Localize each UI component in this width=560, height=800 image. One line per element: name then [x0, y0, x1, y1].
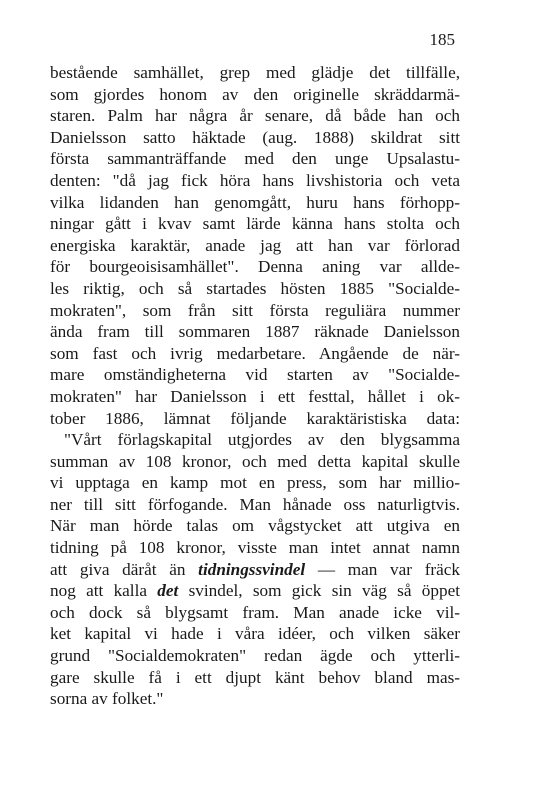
text-line: och dock så blygsamt fram. Man anade icke vil- — [50, 602, 460, 622]
text-segment: svindel, som gick sin väg så öppet — [178, 581, 460, 601]
text-line: tober 1886, lämnat följande karaktäristiska data: — [50, 408, 460, 428]
text-line: ner till sitt förfogande. Man hånade oss naturligtvis. — [50, 494, 460, 514]
text-line: mare omständigheterna vid starten av "Socialde- — [50, 365, 460, 385]
text-line: för bourgeoisisamhället". Denna aning var allde- — [50, 257, 460, 277]
text-line: staren. Palm har några år senare, då både han och — [50, 106, 460, 126]
text-line: grund "Socialdemokraten" redan ägde och ytterli- — [50, 646, 460, 666]
emphasized-word: det — [157, 581, 179, 601]
text-line: vi upptaga en kamp mot en press, som har millio- — [50, 473, 460, 493]
text-line: sorna av folket." — [50, 689, 164, 709]
page-number: 185 — [429, 30, 455, 49]
text-line: ända fram till sommaren 1887 räknade Danielsson — [50, 322, 460, 342]
text-line-with-emphasis — [50, 559, 460, 581]
quote-first-line: "Vårt förlagskapital utgjordes av den blygsamma — [64, 430, 460, 450]
text-line-with-emphasis — [50, 580, 460, 602]
text-line: summan av 108 kronor, och med detta kapital skulle — [50, 451, 460, 471]
text-line: les riktig, och så startades hösten 1885 "Socialde- — [50, 278, 460, 298]
text-segment: att giva däråt än — [50, 559, 199, 579]
emphasized-word: tidningssvindel — [198, 559, 306, 579]
text-line: bestående samhället, grep med glädje det tillfälle, — [50, 63, 460, 82]
text-segment: nog att kalla — [50, 581, 158, 601]
text-line: tidning på 108 kronor, visste man intet annat namn — [50, 538, 460, 558]
text-line: mokraten" har Danielsson i ett festtal, hållet i ok- — [50, 386, 460, 406]
text-line: ket kapital vi hade i våra idéer, och vilken säker — [50, 624, 460, 644]
body-text — [50, 62, 460, 710]
text-line: som gjordes honom av den originelle skräddarmä- — [50, 84, 460, 104]
text-line: gare skulle få i ett djupt känt behov bland mas- — [50, 667, 460, 687]
text-line: energiska karaktär, anade jag att han var förlorad — [50, 235, 460, 255]
text-segment: — man var fräck — [305, 559, 460, 579]
text-line: Danielsson satto häktade (aug. 1888) skildrat sitt — [50, 127, 460, 147]
text-line: mokraten", som från sitt första reguliära nummer — [50, 300, 460, 320]
text-line: När man hörde talas om vågstycket att utgiva en — [50, 516, 460, 536]
text-line: ningar gått i kvav samt lärde känna hans stolta och — [50, 214, 460, 234]
text-line: första sammanträffande med den unge Upsalastu- — [50, 149, 460, 169]
text-line: denten: "då jag fick höra hans livshistoria och veta — [50, 170, 460, 190]
text-line: vilka lidanden han genomgått, huru hans förhopp- — [50, 192, 460, 212]
text-line: som fast och ivrig medarbetare. Angående de när- — [50, 343, 460, 363]
